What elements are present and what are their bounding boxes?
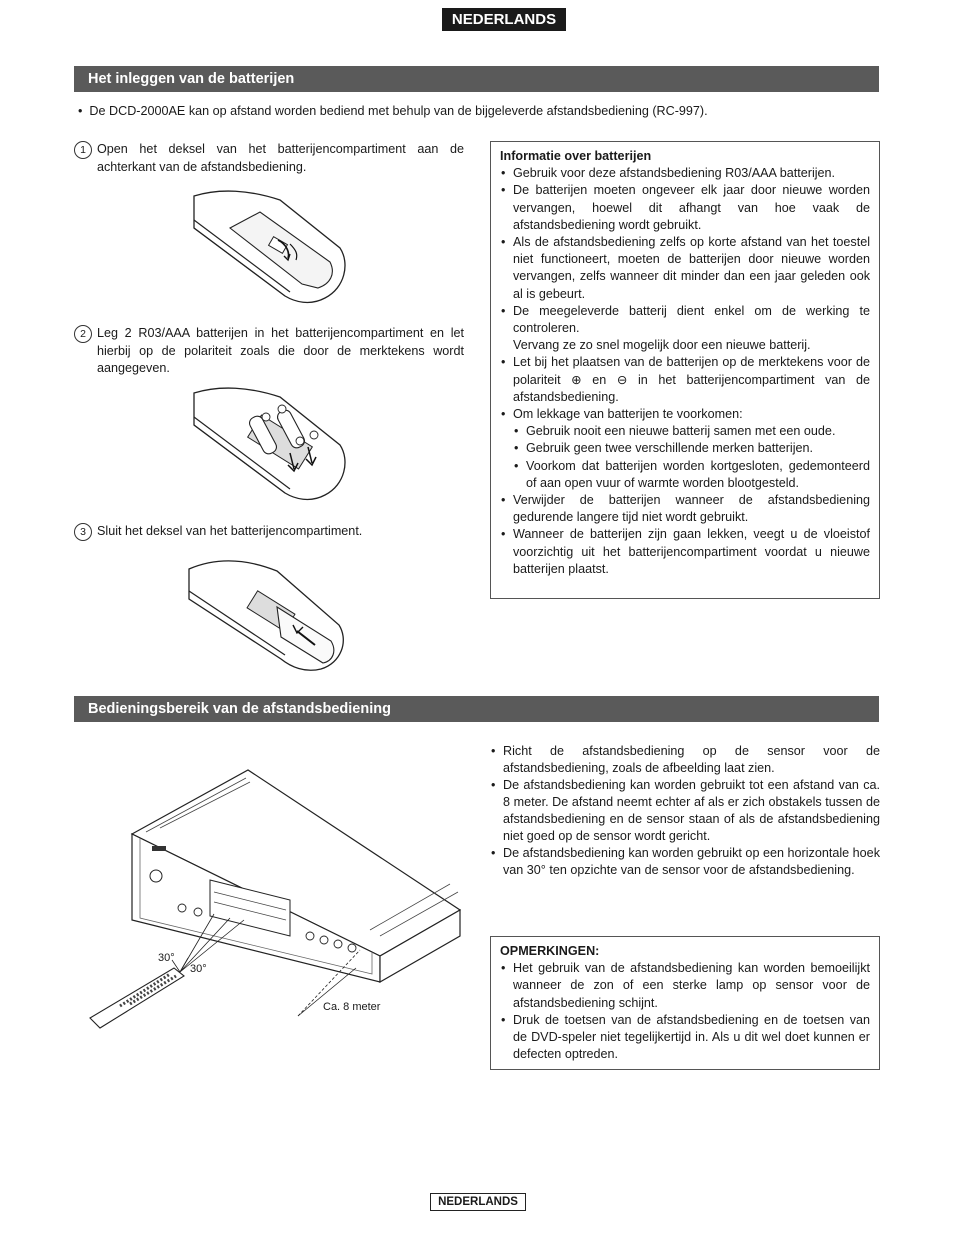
- battery-info-box: [490, 141, 880, 599]
- step-3: [74, 523, 464, 541]
- list-item: [490, 777, 880, 845]
- sub-list-item: [513, 458, 870, 492]
- remote-range-illustration: [80, 760, 480, 1050]
- step-1: [74, 141, 464, 176]
- step-number: 1: [74, 141, 92, 159]
- section-title-remote-range: Bedieningsbereik van de afstandsbediening: [74, 696, 879, 722]
- remote-close-cover-illustration: [185, 555, 355, 680]
- range-bullets: [490, 743, 880, 879]
- list-item-text: Richt de afstandsbediening op de sensor voor de afstandsbediening, zoals de afbeelding laat zien.: [503, 744, 880, 775]
- language-tab: NEDERLANDS: [442, 8, 566, 31]
- list-item: [500, 303, 870, 355]
- notes-box: [490, 936, 880, 1070]
- list-item-text: De afstandsbediening kan worden gebruikt tot een afstand van ca. 8 meter. De afstand neemt echter af als er zich obstakels tussen de afstandsbediening en de sensor staan of als de afstandsbediening niet goed op de sensor wordt gericht.: [503, 778, 880, 843]
- step-number: 3: [74, 523, 92, 541]
- range-list: [490, 743, 880, 879]
- sub-list: [513, 423, 870, 492]
- list-item-text: De afstandsbediening kan worden gebruikt op een horizontale hoek van 30° ten opzichte van de sensor voor de afstandsbediening.: [503, 846, 880, 877]
- step-text: Sluit het deksel van het batterijencompartiment.: [97, 524, 363, 538]
- step-2: [74, 325, 464, 378]
- section-title-batteries: Het inleggen van de batterijen: [74, 66, 879, 92]
- list-item-text: De meegeleverde batterij dient enkel om de werking te controleren.: [513, 303, 870, 336]
- list-item: [500, 354, 870, 406]
- list-item: [500, 182, 870, 234]
- intro-bullet: [78, 103, 878, 120]
- angle-label-right: 30°: [190, 963, 207, 975]
- list-item: [490, 845, 880, 879]
- distance-label: Ca. 8 meter: [323, 1001, 381, 1013]
- info-box-title: Informatie over batterijen: [500, 149, 652, 163]
- list-item-text: Om lekkage van batterijen te voorkomen:: [513, 407, 743, 422]
- intro-text: De DCD-2000AE kan op afstand worden bediend met behulp van de bijgeleverde afstandsbediening (RC-997).: [89, 104, 708, 118]
- sub-list-item-text: Gebruik geen twee verschillende merken batterijen.: [526, 441, 814, 456]
- remote-open-cover-illustration: [190, 188, 350, 313]
- list-item-text: Als de afstandsbediening zelfs op korte afstand van het toestel niet functioneert, moeten de batterijen door nieuwe worden vervangen, zelfs wanneer dit minder dan een jaar geleden ook al is gebeurt.: [513, 235, 870, 301]
- info-list: [500, 165, 870, 578]
- list-item: [500, 1012, 870, 1064]
- sub-list-item: [513, 423, 870, 440]
- footer-language-tab: NEDERLANDS: [430, 1193, 526, 1211]
- list-item-text: Druk de toetsen van de afstandsbediening en de toetsen van de DVD-speler niet tegelijkertijd in. Als u dit wel doet kunnen er defecten optreden.: [513, 1012, 870, 1062]
- bullet-mark: •: [78, 104, 90, 118]
- list-item: [500, 492, 870, 526]
- step-number: 2: [74, 325, 92, 343]
- list-item: [500, 526, 870, 578]
- step-text: Open het deksel van het batterijencompartiment aan de achterkant van de afstandsbediening.: [97, 142, 464, 174]
- list-item: [490, 743, 880, 777]
- list-item: [500, 165, 870, 182]
- notes-list: [500, 960, 870, 1063]
- list-item: [500, 234, 870, 303]
- angle-label-left: 30°: [158, 952, 175, 964]
- list-item-continuation: Vervang ze zo snel mogelijk door een nieuwe batterij.: [513, 338, 811, 353]
- list-item-text: De batterijen moeten ongeveer elk jaar door nieuwe worden vervangen, hoewel dit afhangt van hoe vaak de afstandsbediening wordt gebruikt.: [513, 183, 870, 232]
- notes-box-title: OPMERKINGEN:: [500, 944, 600, 958]
- remote-insert-batteries-illustration: [190, 385, 350, 510]
- list-item: [500, 960, 870, 1012]
- list-item-text: Let bij het plaatsen van de batterijen op de merktekens voor de polariteit ⊕ en ⊖ in het batterijencompartiment van de afstandsbediening.: [513, 355, 870, 404]
- list-item-text: Gebruik voor deze afstandsbediening R03/AAA batterijen.: [513, 166, 836, 181]
- list-item-text: Wanneer de batterijen zijn gaan lekken, veegt u de vloeistof voorzichtig uit het batterijencompartiment voordat u nieuwe batterijen plaatst.: [513, 527, 870, 576]
- list-item-text: Verwijder de batterijen wanneer de afstandsbediening gedurende langere tijd niet wordt gebruikt.: [513, 493, 870, 525]
- step-text: Leg 2 R03/AAA batterijen in het batterijencompartiment en let hierbij op de polariteit zoals die door de merktekens wordt aangegeven.: [97, 326, 464, 375]
- sub-list-item: [513, 440, 870, 457]
- list-item-text: Het gebruik van de afstandsbediening kan worden bemoeilijkt wanneer de zon of een sterke lamp op sensor voor de afstandsbediening schijnt.: [513, 961, 870, 1010]
- sub-list-item-text: Voorkom dat batterijen worden kortgesloten, gedemonteerd of aan open vuur of warmte worden blootgesteld.: [526, 458, 870, 490]
- list-item: [500, 406, 870, 492]
- sub-list-item-text: Gebruik nooit een nieuwe batterij samen met een oude.: [526, 424, 836, 439]
